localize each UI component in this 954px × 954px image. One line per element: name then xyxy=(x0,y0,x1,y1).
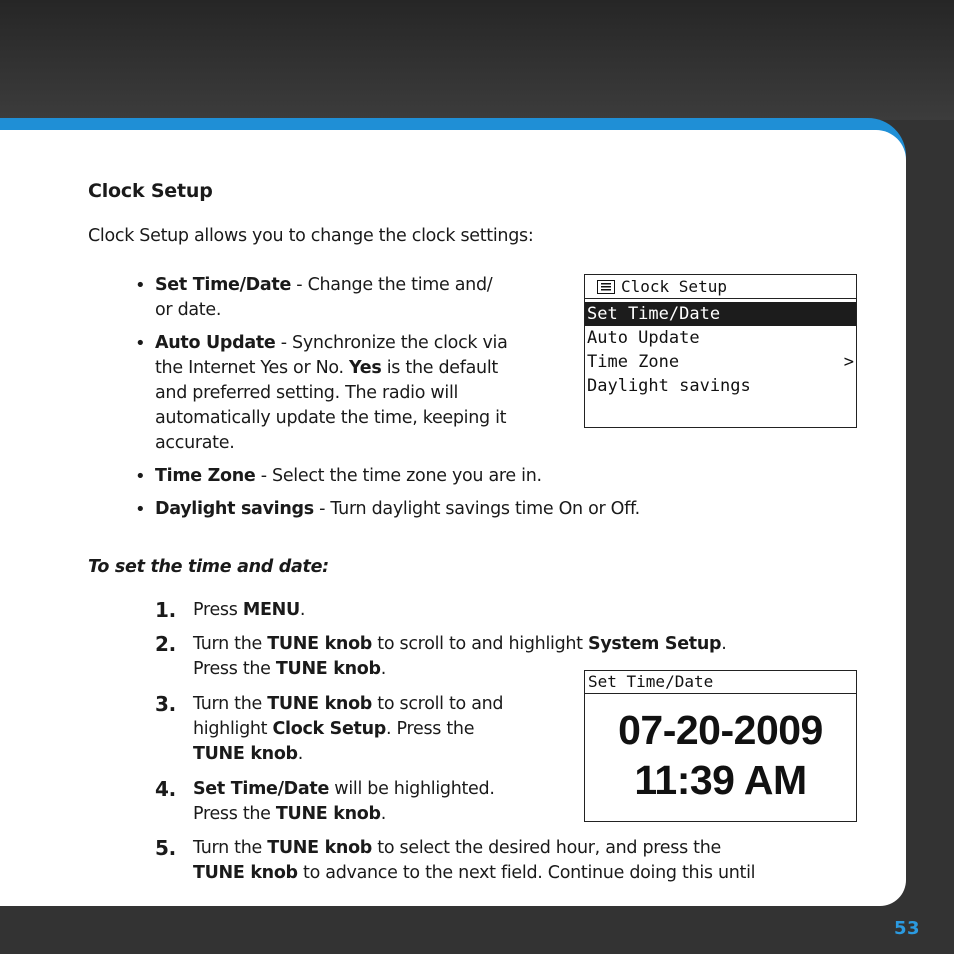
list-icon xyxy=(597,280,615,294)
step-2: 2. Turn the TUNE knob to scroll to and highlight System Setup. Press the TUNE knob. xyxy=(155,632,727,679)
bullet-auto-update: • Auto Update - Synchronize the clock via the Internet Yes or No. Yes is the default and preferred setting. The radio will automatically update the time, keeping it accurate. xyxy=(135,331,508,456)
lcd-item-time-zone[interactable]: Time Zone > xyxy=(587,352,854,372)
lcd-item-set-time-date[interactable]: Set Time/Date xyxy=(585,302,856,326)
step-3: 3. Turn the TUNE knob to scroll to and highlight Clock Setup. Press the TUNE knob. xyxy=(155,692,504,764)
lcd-time-title: Set Time/Date xyxy=(585,671,856,694)
section-heading: Clock Setup xyxy=(88,180,213,202)
bullet-time-zone: • Time Zone - Select the time zone you are in. xyxy=(135,464,542,489)
step-5: 5. Turn the TUNE knob to select the desired hour, and press the TUNE knob to advance to the next field. Continue doing this until xyxy=(155,836,756,883)
top-band xyxy=(0,0,954,120)
lcd-menu-title: Clock Setup xyxy=(585,275,856,299)
lcd-clock-setup-menu xyxy=(584,274,857,428)
bullet-set-time-date: • Set Time/Date - Change the time and/ or date. xyxy=(135,273,492,323)
lcd-date-value: 07-20-2009 xyxy=(618,707,823,753)
bullet-daylight-savings: • Daylight savings - Turn daylight savings time On or Off. xyxy=(135,497,640,522)
lcd-menu-items xyxy=(585,302,856,398)
step-4: 4. Set Time/Date will be highlighted. Press the TUNE knob. xyxy=(155,777,495,824)
page-number: 53 xyxy=(893,918,920,939)
procedure-heading: To set the time and date: xyxy=(88,557,329,577)
step-1: 1. Press MENU. xyxy=(155,598,306,622)
lcd-item-auto-update[interactable]: Auto Update xyxy=(587,328,700,348)
chevron-right-icon: > xyxy=(843,352,854,372)
section-intro: Clock Setup allows you to change the clock settings: xyxy=(88,226,534,246)
lcd-set-time-date xyxy=(584,670,857,822)
lcd-time-value: 11:39 AM xyxy=(634,757,807,803)
lcd-item-daylight-savings[interactable]: Daylight savings xyxy=(587,376,751,396)
